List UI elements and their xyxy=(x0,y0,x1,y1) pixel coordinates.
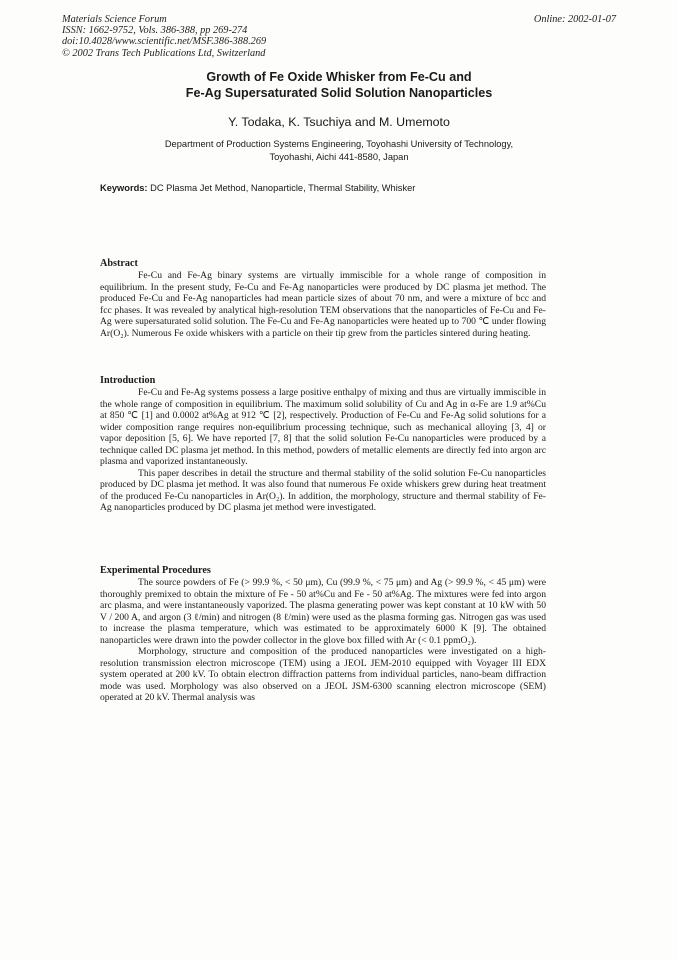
keywords-label: Keywords: xyxy=(100,183,148,193)
affiliation-line-2: Toyohashi, Aichi 441-8580, Japan xyxy=(269,151,409,162)
doi-line: doi:10.4028/www.scientific.net/MSF.386-388.269 xyxy=(62,36,267,48)
experimental-paragraph-1: The source powders of Fe (> 99.9 %, < 50 μm), Cu (99.9 %, < 75 μm) and Ag (> 99.9 %, < 45 μm) were thoroughly premixed to obtain the mixture of Fe - 50 at%Cu and Fe - 50 at%Ag. The mixtures were fed into argon arc plasma, and were instantaneously vaporized. The plasma generating power was kept constant at 10 kW with 50 V / 200 A, and argon (3 ℓ/min) and nitrogen (8 ℓ/min) were used as the plasma forming gas. Nitrogen gas was used to increase the plasma temperature, which was estimated to be approximately 6000 K [9]. The obtained nanoparticles were drawn into the powder collector in the glove box filled with Ar (< 0.1 ppmO₂). xyxy=(100,577,546,646)
abstract-heading: Abstract xyxy=(100,258,138,269)
affiliation xyxy=(0,138,678,163)
title-line-2: Fe-Ag Supersaturated Solid Solution Nanoparticles xyxy=(185,86,493,100)
authors: Y. Todaka, K. Tsuchiya and M. Umemoto xyxy=(228,115,450,129)
experimental-paragraph-2: Morphology, structure and composition of the produced nanoparticles were investigated on a high-resolution transmission electron microscope (TEM) using a JEOL JEM-2010 equipped with Voyager III EDX system operated at 200 kV. To obtain electron diffraction patterns from individual particles, nano-beam diffraction mode was used. Morphology was also observed on a JEOL JSM-6300 scanning electron microscope (SEM) operated at 20 kV. Thermal analysis was xyxy=(100,646,546,703)
introduction-paragraph-1: Fe-Cu and Fe-Ag systems possess a large positive enthalpy of mixing and thus are virtually immiscible in the whole range of composition in equilibrium. The maximum solid solubility of Cu and Ag in α-Fe are 1.9 at%Cu at 850 ℃ [1] and 0.0002 at%Ag at 912 ℃ [2], respectively. Production of Fe-Cu and Fe-Ag solid solutions for a wider composition range requires non-equilibrium processing technique, such as mechanical alloying [3, 4] or vapor deposition [5, 6]. We have reported [7, 8] that the solid solution Fe-Cu nanoparticles were produced by a technique called DC plasma jet method. In this method, powders of metallic elements are directly fed into argon arc plasma and vaporized instantaneously. xyxy=(100,387,546,467)
issn-line: ISSN: 1662-9752, Vols. 386-388, pp 269-274 xyxy=(62,25,248,37)
abstract-section xyxy=(100,258,546,339)
journal-name: Materials Science Forum xyxy=(62,14,167,25)
experimental-section xyxy=(100,565,546,704)
affiliation-line-1: Department of Production Systems Engineering, Toyohashi University of Technology, xyxy=(164,139,514,149)
introduction-paragraph-2: This paper describes in detail the structure and thermal stability of the solid solution Fe-Cu nanoparticles produced by DC plasma jet method. It was also found that numerous Fe oxide whiskers grew during heat treatment of the produced Fe-Cu nanoparticles in Ar(O₂). In addition, the morphology, structure and thermal stability of Fe-Ag nanoparticles produced by DC plasma jet method were investigated. xyxy=(100,467,546,513)
introduction-section xyxy=(100,375,546,514)
abstract-body: Fe-Cu and Fe-Ag binary systems are virtually immiscible for a whole range of composition in equilibrium. In the present study, Fe-Cu and Fe-Ag nanoparticles were produced by DC plasma jet method. The produced Fe-Cu and Fe-Ag nanoparticles had mean particle sizes of about 70 nm, and were a mixture of bcc and fcc phases. It was revealed by analytical high-resolution TEM observations that the nanoparticles of Fe-Cu and Fe-Ag were supersaturated solid solution. The Fe-Cu and Fe-Ag nanoparticles were heated up to 700 ℃ under flowing Ar(O₂). Numerous Fe oxide whiskers with a particle on their tip grew from the particles sintered during heating. xyxy=(100,270,546,339)
experimental-heading: Experimental Procedures xyxy=(100,565,211,576)
copyright-line: © 2002 Trans Tech Publications Ltd, Switzerland xyxy=(62,47,266,59)
paper-title xyxy=(0,69,678,101)
online-date: Online: 2002-01-07 xyxy=(533,14,616,25)
keywords-text: DC Plasma Jet Method, Nanoparticle, Thermal Stability, Whisker xyxy=(150,183,416,193)
title-line-1: Growth of Fe Oxide Whisker from Fe-Cu and xyxy=(206,70,472,84)
introduction-heading: Introduction xyxy=(100,375,156,386)
keywords xyxy=(100,183,580,193)
